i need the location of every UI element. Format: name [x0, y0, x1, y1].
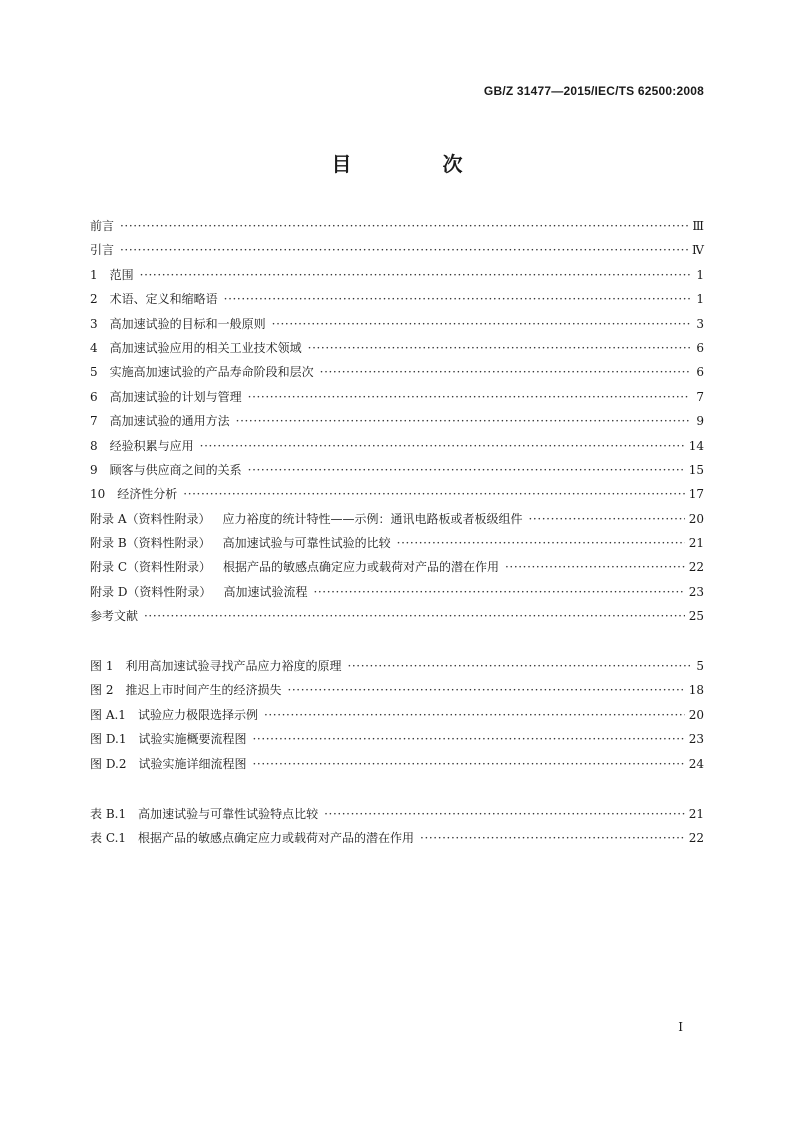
table-entry-page: 22 [688, 831, 704, 846]
toc-entry-page: 14 [688, 438, 704, 453]
toc-entry-number: 附录 B（资料性附录） [90, 536, 211, 551]
toc-entry-annex-b[interactable] [90, 531, 704, 555]
toc-entry-label: 前言 [90, 219, 115, 233]
toc-leader-dots [252, 752, 684, 776]
toc-entry-page: 25 [688, 609, 704, 624]
toc-entry-label: 高加速试验流程 [223, 584, 308, 599]
toc-leader-dots [200, 434, 685, 458]
toc-entry-number: 附录 C（资料性附录） [90, 560, 211, 575]
toc-entry-label: 经济性分析 [117, 487, 178, 502]
toc-entry-number: 3 [90, 316, 98, 331]
toc-entry-introduction[interactable] [90, 238, 704, 262]
table-list [90, 802, 704, 851]
figure-entry-a1[interactable] [90, 703, 704, 727]
toc-entry-page: 20 [688, 511, 704, 526]
toc-entry-label: 经验积累与应用 [109, 438, 194, 453]
figure-entry-number: 图 A.1 [90, 707, 126, 722]
toc-leader-dots [313, 580, 684, 604]
toc-entry-label: 术语、定义和缩略语 [109, 292, 218, 307]
table-entry-page: 21 [688, 807, 704, 821]
table-entry-label: 高加速试验与可靠性试验特点比较 [138, 807, 319, 821]
toc-entry-label: 根据产品的敏感点确定应力或载荷对产品的潜在作用 [223, 560, 500, 575]
toc-entry-page: 9 [696, 414, 704, 429]
toc-entry-page: 17 [688, 487, 704, 502]
toc-entry-6[interactable] [90, 385, 704, 409]
toc-entry-number: 4 [90, 340, 98, 355]
toc-leader-dots [347, 654, 690, 678]
toc-entry-label: 高加速试验的目标和一般原则 [109, 316, 266, 331]
toc-leader-dots [320, 360, 690, 384]
toc-entry-label: 参考文献 [90, 609, 139, 624]
toc-leader-dots [120, 238, 688, 262]
figure-entry-number: 图 D.2 [90, 756, 127, 771]
toc-list [90, 214, 704, 629]
toc-entry-page: Ⅳ [692, 243, 704, 258]
toc-entry-number: 9 [90, 462, 98, 477]
toc-leader-dots [397, 531, 685, 555]
toc-entry-number: 6 [90, 389, 98, 404]
figure-entry-1[interactable] [90, 654, 704, 678]
toc-entry-number: 7 [90, 414, 98, 429]
figure-entry-2[interactable] [90, 678, 704, 702]
toc-entry-1[interactable] [90, 263, 704, 287]
toc-entry-10[interactable] [90, 482, 704, 506]
toc-entry-number: 10 [90, 487, 106, 502]
toc-entry-label: 范围 [109, 267, 134, 282]
figure-entry-label: 试验实施概要流程图 [138, 732, 247, 747]
toc-entry-page: 22 [688, 560, 704, 575]
toc-leader-dots [252, 727, 684, 751]
toc-leader-dots [505, 555, 685, 579]
figure-entry-d1[interactable] [90, 727, 704, 751]
toc-entry-number: 8 [90, 438, 98, 453]
toc-entry-page: 7 [696, 389, 704, 404]
toc-entry-5[interactable] [90, 360, 704, 384]
toc-entry-page: 23 [688, 584, 704, 599]
toc-entry-label: 高加速试验的通用方法 [109, 414, 230, 429]
toc-entry-label: 高加速试验应用的相关工业技术领域 [109, 340, 302, 355]
figure-entry-label: 推迟上市时间产生的经济损失 [125, 683, 282, 698]
figure-list [90, 654, 704, 776]
toc-entry-bibliography[interactable] [90, 604, 704, 628]
figure-entry-label: 试验应力极限选择示例 [137, 707, 258, 722]
table-entry-number: 表 B.1 [90, 807, 127, 821]
toc-leader-dots [140, 263, 690, 287]
standard-code: GB/Z 31477—2015/IEC/TS 62500:2008 [483, 84, 704, 98]
page-number: Ⅰ [678, 1020, 683, 1034]
figure-entry-number: 图 D.1 [90, 732, 127, 747]
toc-leader-dots [248, 458, 685, 482]
toc-entry-label: 引言 [90, 243, 115, 258]
toc-entry-page: 1 [696, 292, 704, 307]
figure-entry-number: 图 2 [90, 683, 114, 698]
toc-entry-number: 附录 A（资料性附录） [90, 511, 211, 526]
toc-entry-annex-a[interactable] [90, 507, 704, 531]
toc-entry-page: Ⅲ [692, 219, 704, 233]
figure-entry-page: 24 [688, 756, 704, 771]
toc-leader-dots [529, 507, 685, 531]
toc-entry-page: 3 [696, 316, 704, 331]
toc-leader-dots [308, 336, 690, 360]
toc-leader-dots [183, 482, 684, 506]
table-entry-c1[interactable] [90, 826, 704, 850]
toc-leader-dots [272, 312, 690, 336]
figure-entry-label: 利用高加速试验寻找产品应力裕度的原理 [125, 659, 342, 673]
toc-entry-label: 高加速试验的计划与管理 [109, 389, 242, 404]
toc-entry-2[interactable] [90, 287, 704, 311]
toc-entry-9[interactable] [90, 458, 704, 482]
figure-entry-d2[interactable] [90, 752, 704, 776]
figure-entry-page: 5 [696, 659, 704, 673]
figure-entry-page: 20 [688, 707, 704, 722]
table-entry-b1[interactable] [90, 802, 704, 826]
toc-entry-page: 15 [688, 462, 704, 477]
toc-entry-page: 1 [696, 267, 704, 282]
toc-entry-label: 高加速试验与可靠性试验的比较 [222, 536, 391, 551]
toc-leader-dots [324, 802, 685, 826]
toc-entry-number: 1 [90, 267, 98, 282]
toc-leader-dots [236, 409, 690, 433]
toc-entry-number: 2 [90, 292, 98, 307]
table-entry-number: 表 C.1 [90, 831, 127, 846]
toc-entry-annex-d[interactable] [90, 580, 704, 604]
page-title: 目 次 [331, 152, 505, 176]
table-entry-label: 根据产品的敏感点确定应力或载荷对产品的潜在作用 [138, 831, 415, 846]
figure-entry-number: 图 1 [90, 659, 114, 673]
toc-leader-dots [120, 214, 688, 238]
toc-entry-7[interactable] [90, 409, 704, 433]
toc-entry-8[interactable] [90, 434, 704, 458]
figure-entry-label: 试验实施详细流程图 [138, 756, 247, 771]
toc-leader-dots [248, 385, 690, 409]
toc-entry-page: 21 [688, 536, 704, 551]
toc-leader-dots [224, 287, 690, 311]
toc-entry-foreword[interactable] [90, 214, 704, 238]
toc-entry-label: 顾客与供应商之间的关系 [109, 462, 242, 477]
figure-entry-page: 23 [688, 732, 704, 747]
toc-entry-number: 5 [90, 365, 98, 380]
figure-entry-page: 18 [688, 683, 704, 698]
toc-entry-label: 实施高加速试验的产品寿命阶段和层次 [109, 365, 314, 380]
toc-entry-4[interactable] [90, 336, 704, 360]
toc-entry-page: 6 [696, 365, 704, 380]
toc-entry-page: 6 [696, 340, 704, 355]
toc-entry-annex-c[interactable] [90, 555, 704, 579]
toc-leader-dots [287, 678, 684, 702]
toc-entry-number: 附录 D（资料性附录） [90, 584, 212, 599]
toc-leader-dots [420, 826, 685, 850]
toc-entry-3[interactable] [90, 312, 704, 336]
toc-leader-dots [144, 604, 685, 628]
toc-entry-label: 应力裕度的统计特性——示例：通讯电路板或者板级组件 [222, 511, 523, 526]
toc-leader-dots [264, 703, 685, 727]
